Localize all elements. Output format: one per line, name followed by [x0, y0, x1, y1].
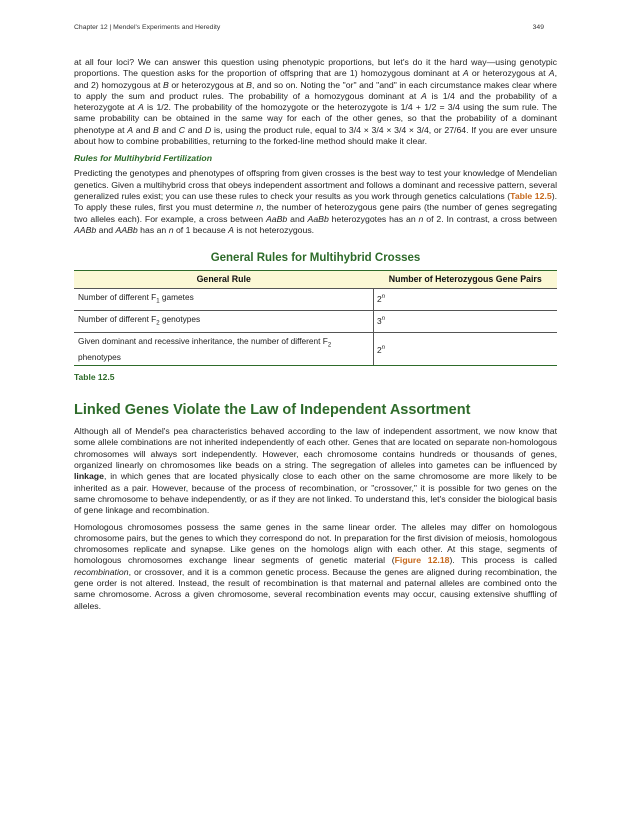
table-header-rule: General Rule: [74, 271, 373, 289]
table-header-pairs: Number of Heterozygous Gene Pairs: [373, 271, 557, 289]
table-title: General Rules for Multihybrid Crosses: [210, 252, 421, 265]
table-row: [74, 333, 557, 366]
page-number: 349: [532, 24, 544, 31]
table-cell-value: 2$^n$: [373, 289, 557, 311]
section-heading: Linked Genes Violate the Law of Independent Assortment: [74, 402, 471, 419]
paragraph-recombination: Homologous chromosomes possess the same genes in the same linear order. The alleles may differ on homologous chromosome pairs, but the genes to which they correspond do not. In preparation for the first division of meiosis, homologous chromosomes replicate and synapse. Like genes on the homologs align with each other. At this stage, segments of homologous chromosomes exchange linear segments of genetic material (Figure 12.18). This process is called recombination, or crossover, and it is a common genetic process. Because the genes are aligned during recombination, the gene order is not altered. Instead, the result of recombination is that maternal and paternal alleles are combined onto the same chromosome. Across a given chromosome, several recombination events may occur, causing extensive shuffling of alleles.: [74, 521, 557, 611]
table-cell-value: 3$^n$: [373, 311, 557, 333]
main-content: [74, 57, 557, 617]
chapter-title: Chapter 12 | Mendel's Experiments and Heredity: [74, 24, 221, 31]
paragraph-rules: Predicting the genotypes and phenotypes of offspring from given crosses is the best way to test your knowledge of Mendelian genetics. Given a multihybrid cross that obeys independent assortment and follows a dominant and recessive pattern, several generalized rules exist; you can use these rules to check your results as you work through genetics calculations (Table 12.5). To apply these rules, first you must determine n, the number of heterozygous gene pairs (the number of genes segregating two alleles each). For example, a cross between AaBb and AaBb heterozygotes has an n of 2. In contrast, a cross between AABb and AABb has an n of 1 because A is not heterozygous.: [74, 168, 557, 235]
running-header: [74, 24, 544, 31]
table-cell-value: 2$^n$: [373, 333, 557, 366]
table-cell-rule: Number of different $F_2$ genotypes: [74, 311, 373, 333]
table-12-5-link[interactable]: Table 12.5: [510, 190, 552, 201]
rules-table: [74, 270, 557, 366]
table-caption: Table 12.5: [74, 372, 115, 383]
paragraph-linkage: Although all of Mendel's pea characteristics behaved according to the law of independent assortment, we now know that some allele combinations are not inherited independently of each other. Genes that are located on separate non-homologous chromosomes will always sort independently. However, each chromosome contains hundreds or thousands of genes, organized linearly on chromosomes like beads on a string. The segregation of alleles into gametes can be influenced by linkage, in which genes that are located physically close to each other on the same chromosome are more likely to be inherited as a pair. However, because of the process of recombination, or "crossover," it is possible for two genes on the same chromosome to behave independently, or as if they are not linked. To understand this, let's consider the biological basis of gene linkage and recombination.: [74, 426, 557, 516]
term-linkage: linkage: [74, 471, 104, 482]
paragraph-probability: at all four loci? We can answer this question using phenotypic proportions, but let's do it the hard way—using genotypic proportions. The question asks for the proportion of offspring that are 1) homozygous dominant at A or heterozygous at A, and 2) homozygous at B or heterozygous at B, and so on. Noting the "or" and "and" in each circumstance makes clear where to apply the sum and product rules. The probability of a homozygous dominant at A is 1/4 and the probability of a heterozygote at A is 1/2. The probability of the homozygote or the heterozygote is 1/4 + 1/2 = 3/4 using the sum rule. The same probability can be obtained in the same way for each of the other genes, so that the probability of a dominant phenotype at A and B and C and D is, using the product rule, equal to 3/4 × 3/4 × 3/4 × 3/4, or 27/64. If you are ever unsure about how to combine probabilities, returning to the forked-line method should make it clear.: [74, 57, 558, 147]
table-row: [74, 289, 557, 311]
subheading-multihybrid: Rules for Multihybrid Fertilization: [74, 153, 213, 164]
figure-12-18-link[interactable]: Figure 12.18: [394, 555, 450, 566]
table-row: [74, 311, 557, 333]
table-cell-rule: Given dominant and recessive inheritance, the number of different $F_2$ phenotypes: [74, 333, 373, 366]
table-cell-rule: Number of different $F_1$ gametes: [74, 289, 373, 311]
